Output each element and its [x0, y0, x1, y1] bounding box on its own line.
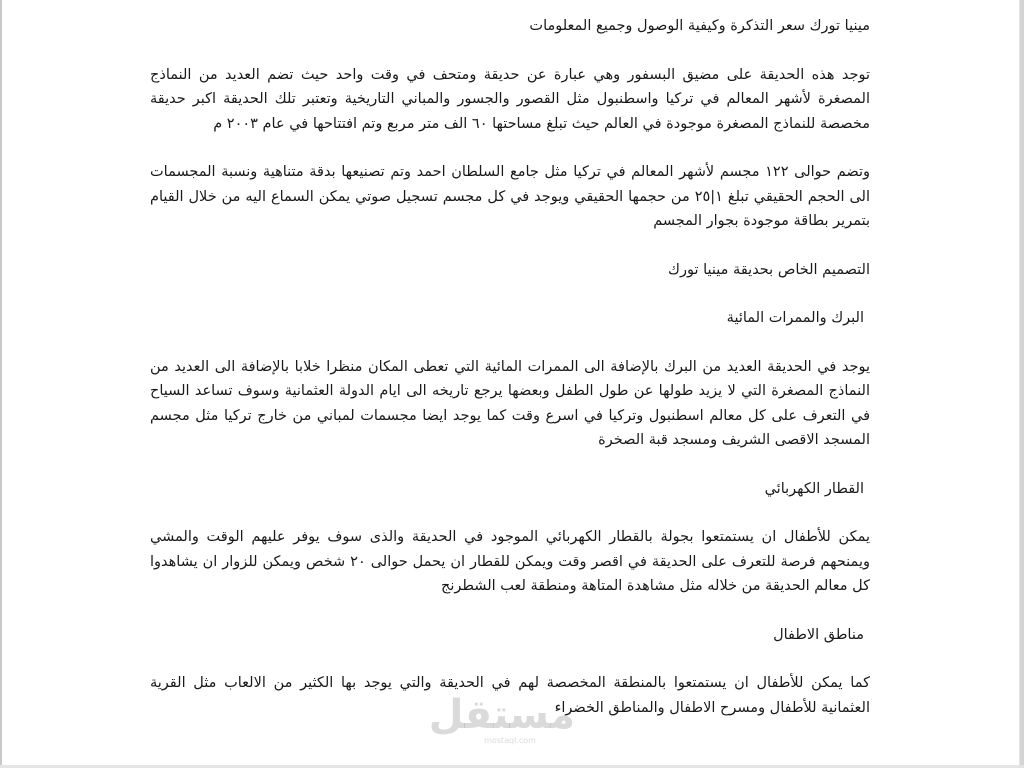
- section-heading-kids: مناطق الاطفال: [773, 626, 864, 643]
- paragraph-kids: كما يمكن للأطفال ان يستمتعوا بالمنطقة المخصصة لهم في الحديقة والتي يوجد بها الكثير من الالعاب مثل القرية العثمانية للأطفال ومسرح الاطفال والمناطق الخضراء: [150, 675, 870, 716]
- paragraph-intro: توجد هذه الحديقة على مضيق البسفور وهي عبارة عن حديقة ومتحف في وقت واحد حيث تضم العديد من النماذج المصغرة لأشهر المعالم في تركيا واسطنبول مثل القصور والجسور والمباني التاريخية وتعتبر تلك الحديقة اكبر حديقة مخصصة للنماذج المصغرة موجودة في العالم حيث تبلغ مساحتها ٦٠ الف متر مربع وتم افتتاحها في عام ٢٠٠٣ م: [150, 66, 870, 132]
- section-heading-design: التصميم الخاص بحديقة مينيا تورك: [668, 261, 870, 278]
- vertical-scrollbar[interactable]: [1019, 0, 1024, 768]
- paragraph-ponds: يوجد في الحديقة العديد من البرك بالإضافة الى الممرات المائية التي تعطى المكان منظرا خلابا بالإضافة الى العديد من النماذج المصغرة التي لا يزيد طولها عن طول الطفل وبعضها يرجع تاريخه الى ايام الدولة العثمانية وسوف تساعد السياح في التعرف على كل معالم اسطنبول وتركيا في اسرع وقت كما يوجد ايضا مجسمات لمباني من خارج تركيا مثل مجسم المسجد الاقصى الشريف ومسجد قبة الصخرة: [150, 358, 870, 448]
- paragraph-models: وتضم حوالى ١٢٢ مجسم لأشهر المعالم في تركيا مثل جامع السلطان احمد وتم تصنيعها بدقة متناهية ونسبة المجسمات الى الحجم الحقيقي تبلغ ١|٢٥ من حجمها الحقيقي ويوجد في كل مجسم تسجيل صوتي يمكن السماع اليه من خلال القيام بتمرير بطاقة موجودة بجوار المجسم: [150, 164, 871, 229]
- document-title: مينيا تورك سعر التذكرة وكيفية الوصول وجميع المعلومات: [529, 18, 870, 34]
- watermark-subtext: mostaql.com: [484, 736, 536, 745]
- section-heading-train: القطار الكهربائي: [764, 480, 864, 497]
- page-left-border: [0, 0, 2, 768]
- paragraph-train: يمكن للأطفال ان يستمتعوا بجولة بالقطار الكهربائي الموجود في الحديقة والذى سوف يوفر عليهم الوقت والمشي ويمنحهم فرصة للتعرف على الحديقة في اقصر وقت ويمكن للقطار ان يحمل حوالى ٢٠ شخص ويمكن للزوار ان يشاهدوا كل معالم الحديقة من خلاله مثل مشاهدة المتاهة ومنطقة لعب الشطرنج: [150, 529, 870, 594]
- section-heading-ponds: البرك والممرات المائية: [726, 310, 864, 326]
- document-page: [150, 14, 870, 744]
- watermark-logo: مستقل: [428, 692, 575, 738]
